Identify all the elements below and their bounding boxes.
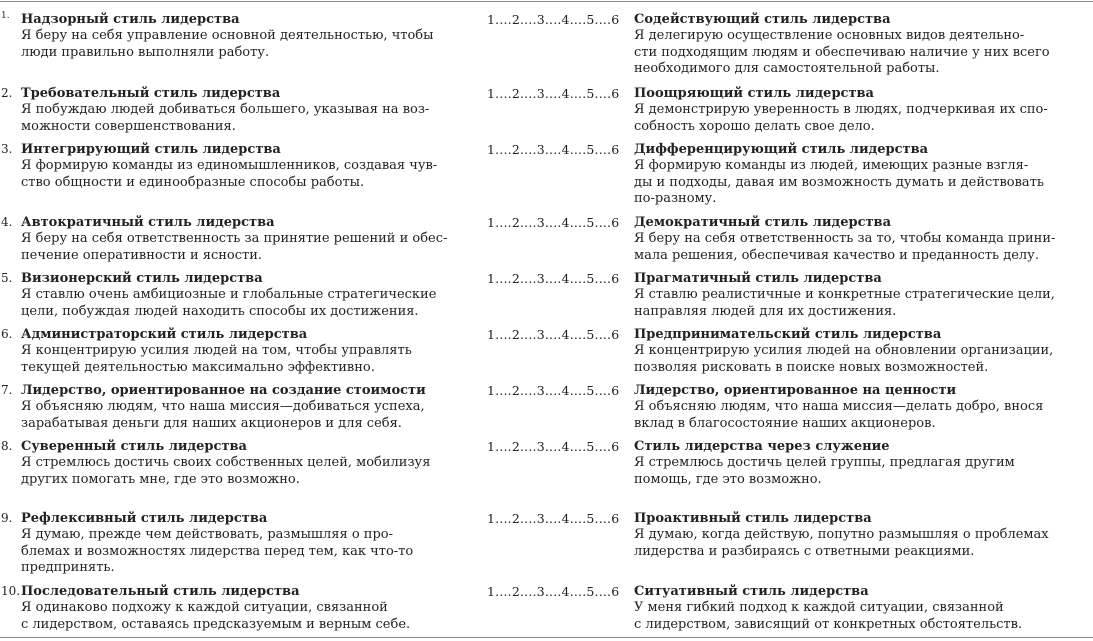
row-number: 7. xyxy=(1,383,13,397)
right-style-text-line: Я думаю, когда действую, попутно размышляя о проблемах xyxy=(634,527,1049,542)
rating-scale[interactable]: 1....2....3....4....5....6 xyxy=(487,511,620,526)
left-style-text-line: Я побуждаю людей добиваться большего, указывая на воз- xyxy=(21,102,430,117)
rating-scale[interactable]: 1....2....3....4....5....6 xyxy=(487,383,620,398)
right-style-text-line: мала решения, обеспечивая качество и преданность делу. xyxy=(634,247,1039,263)
left-style-description xyxy=(21,326,481,376)
left-style-title: Лидерство, ориентированное на создание стоимости xyxy=(21,383,426,398)
right-style-description xyxy=(634,214,1090,264)
right-style-text-line: Я демонстрирую уверенность в людях, подчеркивая их спо- xyxy=(634,102,1048,117)
right-style-description xyxy=(634,438,1090,488)
right-style-title: Прагматичный стиль лидерства xyxy=(634,271,882,286)
left-style-text-line: Я формирую команды из единомышленников, создавая чув- xyxy=(21,158,438,173)
left-style-text-line: Я беру на себя управление основной деятельностью, чтобы xyxy=(21,28,434,43)
right-style-title: Дифференцирующий стиль лидерства xyxy=(634,142,929,157)
left-style-text-line: Я думаю, прежде чем действовать, размышляя о про- xyxy=(21,527,393,542)
left-style-text-line: с лидерством, оставаясь предсказуемым и верным себе. xyxy=(21,616,411,632)
left-style-text-line: люди правильно выполняли работу. xyxy=(21,44,270,60)
rating-scale[interactable]: 1....2....3....4....5....6 xyxy=(487,327,620,342)
right-style-description xyxy=(634,85,1090,135)
left-style-title: Последовательный стиль лидерства xyxy=(21,584,300,599)
row-number: 2. xyxy=(1,86,13,100)
left-style-text-line: зарабатывая деньги для наших акционеров и для себя. xyxy=(21,415,402,431)
row-number: 3. xyxy=(1,142,13,156)
top-rule xyxy=(0,1,1093,2)
left-style-title: Администраторский стиль лидерства xyxy=(21,327,308,342)
right-style-text-line: Я делегирую осуществление основных видов деятельно- xyxy=(634,28,1025,43)
rating-scale[interactable]: 1....2....3....4....5....6 xyxy=(487,12,620,27)
right-style-text-line: Я стремлюсь достичь целей группы, предлагая другим xyxy=(634,455,1015,470)
left-style-title: Интегрирующий стиль лидерства xyxy=(21,142,281,157)
right-style-text-line: направляя людей для их достижения. xyxy=(634,303,897,319)
right-style-title: Предпринимательский стиль лидерства xyxy=(634,327,942,342)
right-style-title: Поощряющий стиль лидерства xyxy=(634,86,874,101)
left-style-description xyxy=(21,382,481,432)
right-style-text-line: необходимого для самостоятельной работы. xyxy=(634,61,940,76)
left-style-text-line: других помогать мне, где это возможно. xyxy=(21,471,300,487)
rating-scale[interactable]: 1....2....3....4....5....6 xyxy=(487,215,620,230)
rating-scale[interactable]: 1....2....3....4....5....6 xyxy=(487,142,620,157)
left-style-text-line: текущей деятельностью максимально эффективно. xyxy=(21,359,375,375)
left-style-text-line: Я концентрирую усилия людей на том, чтобы управлять xyxy=(21,343,412,358)
left-style-title: Суверенный стиль лидерства xyxy=(21,439,247,454)
row-number: 5. xyxy=(1,271,13,285)
right-style-title: Лидерство, ориентированное на ценности xyxy=(634,383,957,398)
left-style-text-line: печение оперативности и ясности. xyxy=(21,247,263,263)
right-style-text-line: собность хорошо делать свое дело. xyxy=(634,118,875,134)
left-style-text-line: цели, побуждая людей находить способы их достижения. xyxy=(21,303,419,319)
left-style-description xyxy=(21,11,481,61)
left-style-description xyxy=(21,270,481,320)
row-number: 4. xyxy=(1,215,13,229)
left-style-text-line: Я одинаково подхожу к каждой ситуации, связанной xyxy=(21,600,388,615)
left-style-description xyxy=(21,141,481,191)
right-style-title: Демократичный стиль лидерства xyxy=(634,215,892,230)
right-style-text-line: вклад в благосостояние наших акционеров. xyxy=(634,415,936,431)
row-number: 1. xyxy=(1,11,10,21)
left-style-text-line: Я ставлю очень амбициозные и глобальные стратегические xyxy=(21,287,437,302)
right-style-title: Проактивный стиль лидерства xyxy=(634,511,872,526)
left-style-text-line: Я объясняю людям, что наша миссия—добиваться успеха, xyxy=(21,399,425,414)
rating-scale[interactable]: 1....2....3....4....5....6 xyxy=(487,86,620,101)
left-style-title: Рефлексивный стиль лидерства xyxy=(21,511,268,526)
right-style-description xyxy=(634,326,1090,376)
left-style-title: Визионерский стиль лидерства xyxy=(21,271,263,286)
right-style-text-line: позволяя рисковать в поиске новых возможностей. xyxy=(634,359,989,375)
left-style-text-line: Я стремлюсь достичь своих собственных целей, мобилизуя xyxy=(21,455,431,470)
left-style-description xyxy=(21,510,481,577)
left-style-text-line: ство общности и единообразные способы работы. xyxy=(21,174,365,190)
right-style-text-line: У меня гибкий подход к каждой ситуации, связанной xyxy=(634,600,1004,615)
right-style-title: Стиль лидерства через служение xyxy=(634,439,890,454)
right-style-text-line: ды и подходы, давая им возможность думать и действовать xyxy=(634,174,1044,190)
right-style-description xyxy=(634,382,1090,432)
left-style-title: Требовательный стиль лидерства xyxy=(21,86,281,101)
rating-scale[interactable]: 1....2....3....4....5....6 xyxy=(487,584,620,599)
right-style-description xyxy=(634,141,1090,208)
left-style-text-line: можности совершенствования. xyxy=(21,118,236,134)
right-style-text-line: помощь, где это возможно. xyxy=(634,471,822,487)
right-style-text-line: по-разному. xyxy=(634,191,717,206)
right-style-text-line: Я беру на себя ответственность за то, чтобы команда прини- xyxy=(634,231,1056,246)
left-style-description xyxy=(21,214,481,264)
rating-scale[interactable]: 1....2....3....4....5....6 xyxy=(487,439,620,454)
right-style-text-line: сти подходящим людям и обеспечиваю наличие у них всего xyxy=(634,44,1050,60)
right-style-description xyxy=(634,11,1090,78)
left-style-text-line: блемах и возможностях лидерства перед тем, как что-то xyxy=(21,543,414,559)
right-style-description xyxy=(634,270,1090,320)
row-number: 10. xyxy=(1,584,21,598)
left-style-description xyxy=(21,438,481,488)
right-style-description xyxy=(634,583,1090,633)
row-number: 9. xyxy=(1,511,13,525)
right-style-text-line: Я объясняю людям, что наша миссия—делать добро, внося xyxy=(634,399,1044,414)
right-style-text-line: Я концентрирую усилия людей на обновлении организации, xyxy=(634,343,1054,358)
rating-scale[interactable]: 1....2....3....4....5....6 xyxy=(487,271,620,286)
left-style-text-line: предпринять. xyxy=(21,560,115,575)
right-style-text-line: лидерства и разбираясь с ответными реакциями. xyxy=(634,543,975,559)
right-style-text-line: Я формирую команды из людей, имеющих разные взгля- xyxy=(634,158,1029,173)
right-style-text-line: с лидерством, зависящий от конкретных обстоятельств. xyxy=(634,616,1023,632)
left-style-text-line: Я беру на себя ответственность за принятие решений и обес- xyxy=(21,231,448,246)
left-style-title: Надзорный стиль лидерства xyxy=(21,12,240,27)
row-number: 6. xyxy=(1,327,13,341)
left-style-description xyxy=(21,85,481,135)
right-style-title: Ситуативный стиль лидерства xyxy=(634,584,869,599)
row-number: 8. xyxy=(1,439,13,453)
left-style-description xyxy=(21,583,481,633)
bottom-rule xyxy=(0,637,1093,638)
right-style-description xyxy=(634,510,1090,560)
right-style-text-line: Я ставлю реалистичные и конкретные стратегические цели, xyxy=(634,287,1055,302)
right-style-title: Содействующий стиль лидерства xyxy=(634,12,891,27)
left-style-title: Автократичный стиль лидерства xyxy=(21,215,275,230)
